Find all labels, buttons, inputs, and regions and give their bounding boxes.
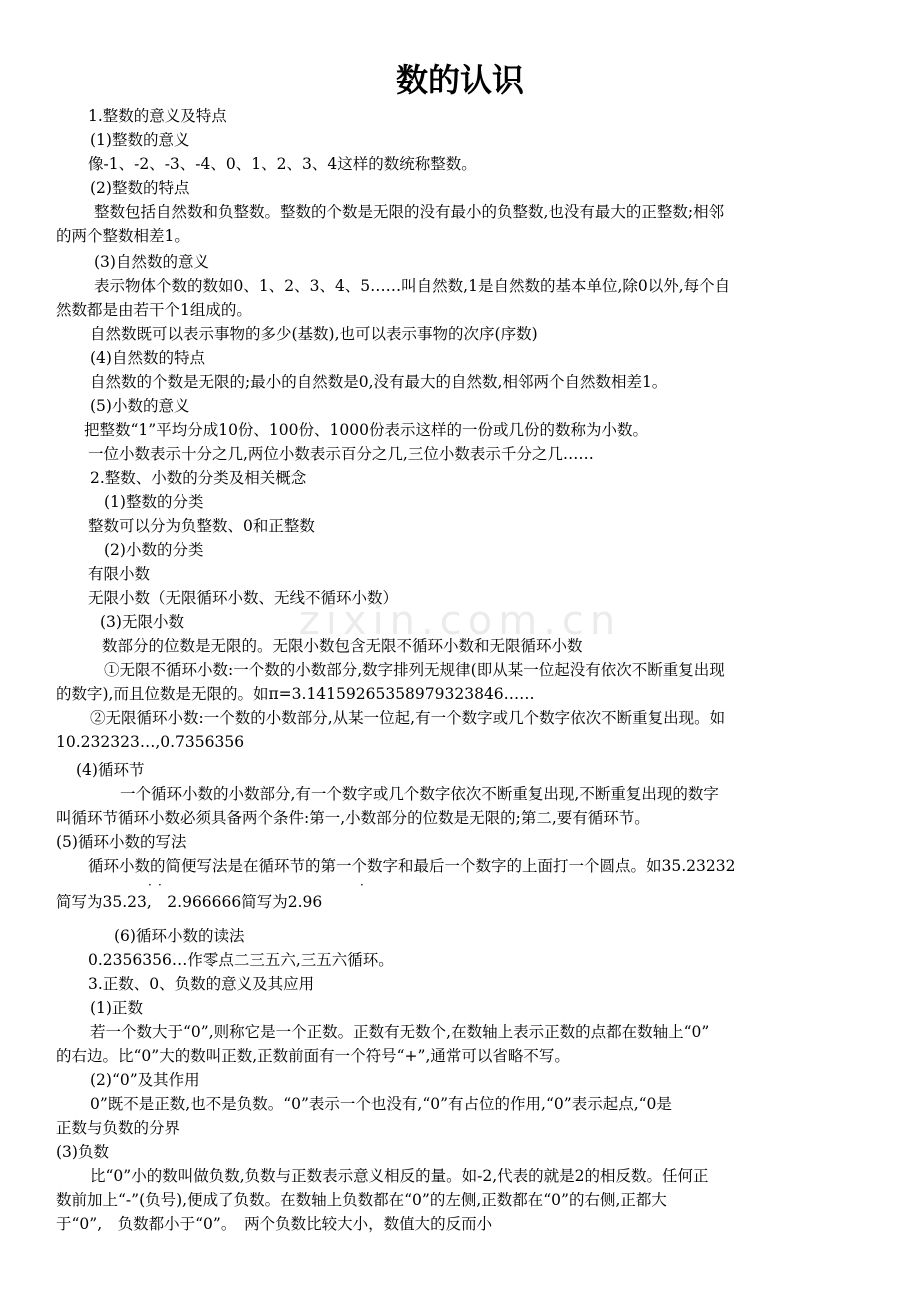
repeat-dot: · [360,878,364,892]
text-line: 自然数既可以表示事物的多少(基数),也可以表示事物的次序(序数) [90,325,538,343]
subheading: (3)自然数的意义 [94,253,209,271]
text-line: ①无限不循环小数:一个数的小数部分,数字排列无规律(即从某一位起没有依次不断重复出现 [104,661,725,679]
text-line: 自然数的个数是无限的;最小的自然数是0,没有最大的自然数,相邻两个自然数相差1。 [90,373,668,391]
subheading: (2)小数的分类 [104,541,204,559]
subheading: (1)整数的意义 [90,131,190,149]
text-line: 有限小数 [88,565,151,583]
text-line: 一位小数表示十分之几,两位小数表示百分之几,三位小数表示千分之几…… [88,445,594,463]
text-line: 无限小数（无限循环小数、无线不循环小数） [88,589,399,607]
text-line: 正数与负数的分界 [56,1119,181,1137]
page-title: 数的认识 [395,61,524,99]
subheading: (1)整数的分类 [104,493,204,511]
subheading: (6)循环小数的读法 [114,927,245,945]
subheading: (5)循环小数的写法 [56,833,187,851]
subheading: (3)负数 [56,1143,109,1161]
text-line: 整数包括自然数和负整数。整数的个数是无限的没有最小的负整数,也没有最大的正整数;相邻 [94,203,725,221]
repeat-dot: · [158,878,162,892]
text-line: 比“0”小的数叫做负数,负数与正数表示意义相反的量。如-2,代表的就是2的相反数。任何正 [90,1167,709,1185]
subheading: (3)无限小数 [100,613,184,631]
heading-3: 3.正数、0、负数的意义及其应用 [88,975,315,993]
text-line: 一个循环小数的小数部分,有一个数字或几个数字依次不断重复出现,不断重复出现的数字 [120,785,719,803]
subheading: (4)循环节 [76,761,145,779]
heading-1: 1.整数的意义及特点 [88,107,227,125]
heading-2: 2.整数、小数的分类及相关概念 [90,469,307,487]
text-line: 若一个数大于“0”,则称它是一个正数。正数有无数个,在数轴上表示正数的点都在数轴上“0” [90,1023,710,1041]
subheading: (4)自然数的特点 [90,349,205,367]
text-line: 叫循环节循环小数必须具备两个条件:第一,小数部分的位数是无限的;第二,要有循环节。 [56,809,650,827]
text-line: ②无限循环小数:一个数的小数部分,从某一位起,有一个数字或几个数字依次不断重复出现。如 [90,709,726,727]
text-line: 整数可以分为负整数、0和正整数 [88,517,315,535]
text-line: 把整数“1”平均分成10份、100份、1000份表示这样的一份或几份的数称为小数。 [84,421,648,439]
text-line: 的两个整数相差1。 [56,227,190,245]
text-line: 的右边。比“0”大的数叫正数,正数前面有一个符号“+”,通常可以省略不写。 [56,1047,570,1065]
text-line: 循环小数的简便写法是在循环节的第一个数字和最后一个数字的上面打一个圆点。如35.23232 [88,857,736,875]
subheading: (5)小数的意义 [90,397,190,415]
text-line: 然数都是由若干个1组成的。 [56,301,252,319]
repeat-dot: · [148,878,152,892]
text-line: 像-1、-2、-3、-4、0、1、2、3、4这样的数统称整数。 [88,155,477,173]
text-line: 数前加上“-”(负号),便成了负数。在数轴上负数都在“0”的左侧,正数都在“0”的右侧,正都大 [56,1191,667,1209]
text-line: 数部分的位数是无限的。无限小数包含无限不循环小数和无限循环小数 [102,637,583,655]
text-line: 的数字),而且位数是无限的。如π=3.14159265358979323846…… [56,685,535,703]
subheading: (2)“0”及其作用 [90,1071,200,1089]
text-line: 10.232323…,0.7356356 [56,733,245,751]
text-line: 0”既不是正数,也不是负数。“0”表示一个也没有,“0”有占位的作用,“0”表示起点,“0是 [90,1095,672,1113]
watermark: zixin.com.cn [298,598,622,644]
text-line: 0.2356356…作零点二三五六,三五六循环。 [88,951,394,969]
subheading: (2)整数的特点 [90,179,190,197]
text-line: 于“0”, 负数都小于“0”。 两个负数比较大小，数值大的反而小 [56,1215,493,1233]
text-line: 表示物体个数的数如0、1、2、3、4、5……叫自然数,1是自然数的基本单位,除0以外,每个自 [94,277,731,295]
text-line: 简写为35.23, 2.966666简写为2.96 [56,893,323,911]
subheading: (1)正数 [90,999,143,1017]
